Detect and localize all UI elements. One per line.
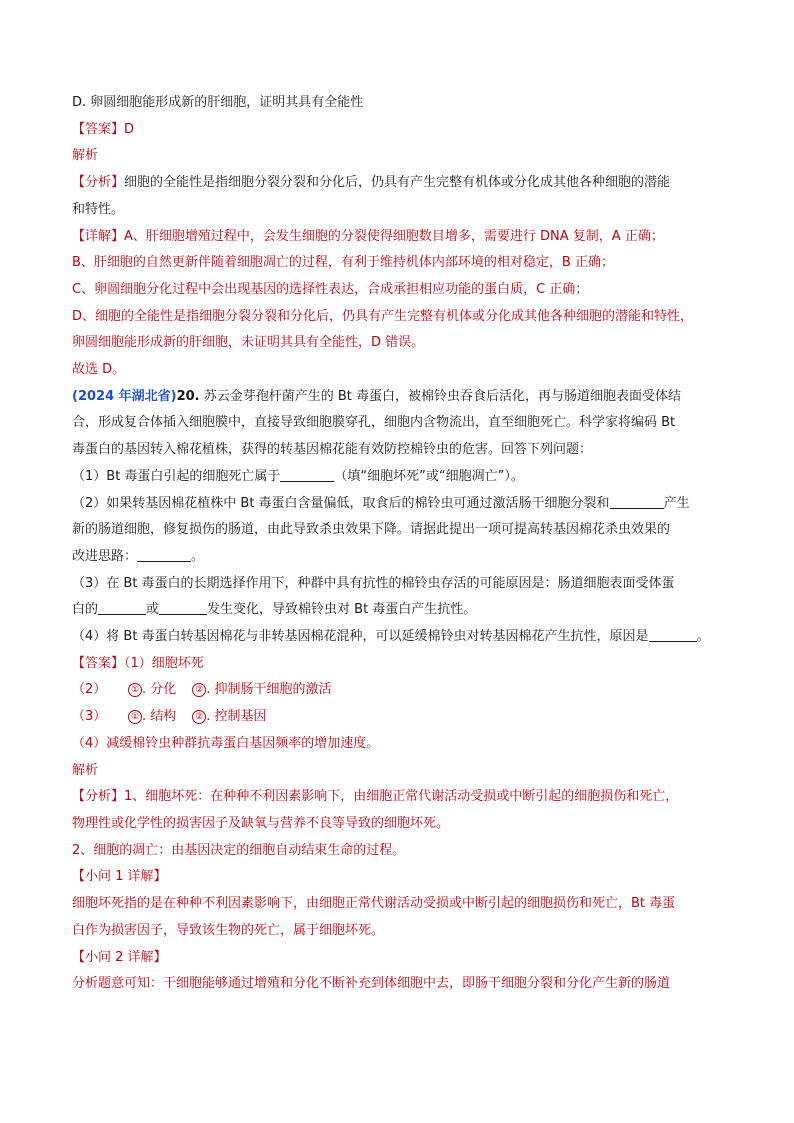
sub-question-3-line-1: （3）在 Bt 毒蛋白的长期选择作用下，种群中具有抗性的棉铃虫存活的可能原因是：肠道细胞表面受体蛋 [72,575,675,591]
sub-q2-detail-1: 分析题意可知：干细胞能够通过增殖和分化不断补充到体细胞中去，即肠干细胞分裂和分化产生新的肠道 [72,976,671,992]
sub3-text-b: 白的 [72,602,99,618]
answer-3-part-2: . 控制基因 [206,709,267,725]
fenxi-text: 细胞的全能性是指细胞分裂分裂和分化后，仍具有产生完整有机体或分化成其他各种细胞的潜能 [124,175,671,191]
answer-4: （4）减缓棉铃虫种群抗毒蛋白基因频率的增加速度。 [72,735,380,751]
sub-question-2-line-3 [72,544,728,571]
detail-d-2: 卵圆细胞能形成新的肝细胞，未证明其具有全能性，D 错误。 [72,335,425,351]
fenxi-20-line-1 [72,784,728,811]
answer-2-label: （2） [72,682,107,698]
fenxi-line-2: 和特性。 [72,201,125,217]
sub-q1-detail-label: 【小问 1 详解】 [72,869,167,885]
blank-5 [159,600,207,615]
answer-2-part-2: . 抑制肠干细胞的激活 [206,682,332,698]
analysis-label: 解析 [72,148,99,164]
sub4-text-a: （4）将 Bt 毒蛋白转基因棉花与非转基因棉花混种，可以延缓棉铃虫对转基因棉花产生抗性，原因是 [72,629,649,645]
fenxi-20-line-2: 物理性或化学性的损害因子及缺氧与营养不良等导致的细胞坏死。 [72,815,450,831]
sub4-text-b: 。 [696,629,710,645]
detail-line-a [72,224,728,251]
sub-q2-detail-label: 【小问 2 详解】 [72,949,167,965]
detail-c: C、卵圆细胞分化过程中会出现基因的选择性表达，合成承担相应功能的蛋白质，C 正确； [72,281,589,297]
question-20-stem-3: 毒蛋白的基因转入棉花植株，获得的转基因棉花能有效防控棉铃虫的危害。回答下列问题： [72,442,593,458]
sub3-text-d: 发生变化，导致棉铃虫对 Bt 毒蛋白产生抗性。 [207,602,477,618]
answer-label: 【答案】 [72,121,125,137]
fenxi-20-text-1: 1、细胞坏死：在种种不利因素影响下，由细胞正常代谢活动受损或中断引起的细胞损伤和死亡， [124,789,679,805]
sub-question-3-line-2 [72,597,728,624]
sub3-text-c: 或 [146,602,160,618]
sub2-text-b: 产生 [663,495,690,511]
sub2-text-e: 。 [191,548,205,564]
answer-3 [72,704,728,731]
answer-3-label: （3） [72,709,107,725]
fenxi-20-label: 【分析】 [72,789,125,805]
sub-question-1 [72,464,728,491]
question-source: (2024 年湖北省) [72,388,177,404]
detail-a: A、肝细胞增殖过程中，会发生细胞的分裂使得细胞数目增多，需要进行 DNA 复制，A 正确； [124,228,664,244]
blank-2 [610,494,664,509]
sub-q1-detail-2: 白作为损害因子，导致该生物的死亡，属于细胞坏死。 [72,922,385,938]
blank-3 [137,547,191,562]
detail-label: 【详解】 [72,228,125,244]
answer-line [72,117,728,144]
blank-4 [98,600,146,615]
blank-1 [280,467,334,482]
circled-two-icon: ② [192,710,206,724]
sub-question-4 [72,624,728,651]
answer-value: D [124,121,135,137]
question-number: 20. [176,388,200,404]
answer-20-line [72,651,728,678]
answer-3-part-1: . 结构 [142,709,177,725]
conclusion: 故选 D。 [72,362,126,378]
question-20-stem-2: 合，形成复合体插入细胞膜中，直接导致细胞膜穿孔，细胞内含物流出，直至细胞死亡。科学家将编码 Bt [72,415,676,431]
sub-question-2-line-2: 新的肠道细胞，修复损伤的肠道，由此导致杀虫效果下降。请据此提出一项可提高转基因棉花杀虫效果的 [72,522,671,538]
option-d: D. 卵圆细胞能形成新的肝细胞，证明其具有全能性 [72,95,364,110]
sub1-text-a: （1）Bt 毒蛋白引起的细胞死亡属于 [72,468,281,484]
sub2-text-a: （2）如果转基因棉花植株中 Bt 毒蛋白含量偏低，取食后的棉铃虫可通过激活肠干细胞分裂和 [72,495,610,511]
answer-20-label: 【答案】 [72,655,125,671]
fenxi-20-line-3: 2、细胞的凋亡：由基因决定的细胞自动结束生命的过程。 [72,842,406,858]
circled-one-icon: ① [128,683,142,697]
stem-text-1: 苏云金芽孢杆菌产生的 Bt 毒蛋白，被棉铃虫吞食后活化，再与肠道细胞表面受体结 [199,388,682,404]
detail-b: B、肝细胞的自然更新伴随着细胞凋亡的过程，有利于维持机体内部环境的相对稳定，B 正确； [72,255,614,271]
document-content [72,90,728,998]
analysis-20-label: 解析 [72,762,99,778]
circled-two-icon: ② [192,683,206,697]
sub-question-2-line-1 [72,491,728,518]
fenxi-line-1 [72,170,728,197]
answer-2 [72,677,728,704]
blank-6 [649,627,697,642]
sub-q1-detail-1: 细胞坏死指的是在种种不利因素影响下，由细胞正常代谢活动受损或中断引起的细胞损伤和死亡，Bt 毒蛋 [72,896,676,912]
question-20-stem-1 [72,384,728,411]
answer-1: （1）细胞坏死 [124,655,204,671]
detail-d-1: D、细胞的全能性是指细胞分裂分裂和分化后，仍具有产生完整有机体或分化成其他各种细胞的潜能和特性， [72,308,694,324]
fenxi-label: 【分析】 [72,175,125,191]
sub2-text-d: 改进思路： [72,548,138,564]
circled-one-icon: ① [128,710,142,724]
answer-2-part-1: . 分化 [142,682,177,698]
sub1-text-b: （填“细胞坏死”或“细胞凋亡”）。 [334,468,524,484]
